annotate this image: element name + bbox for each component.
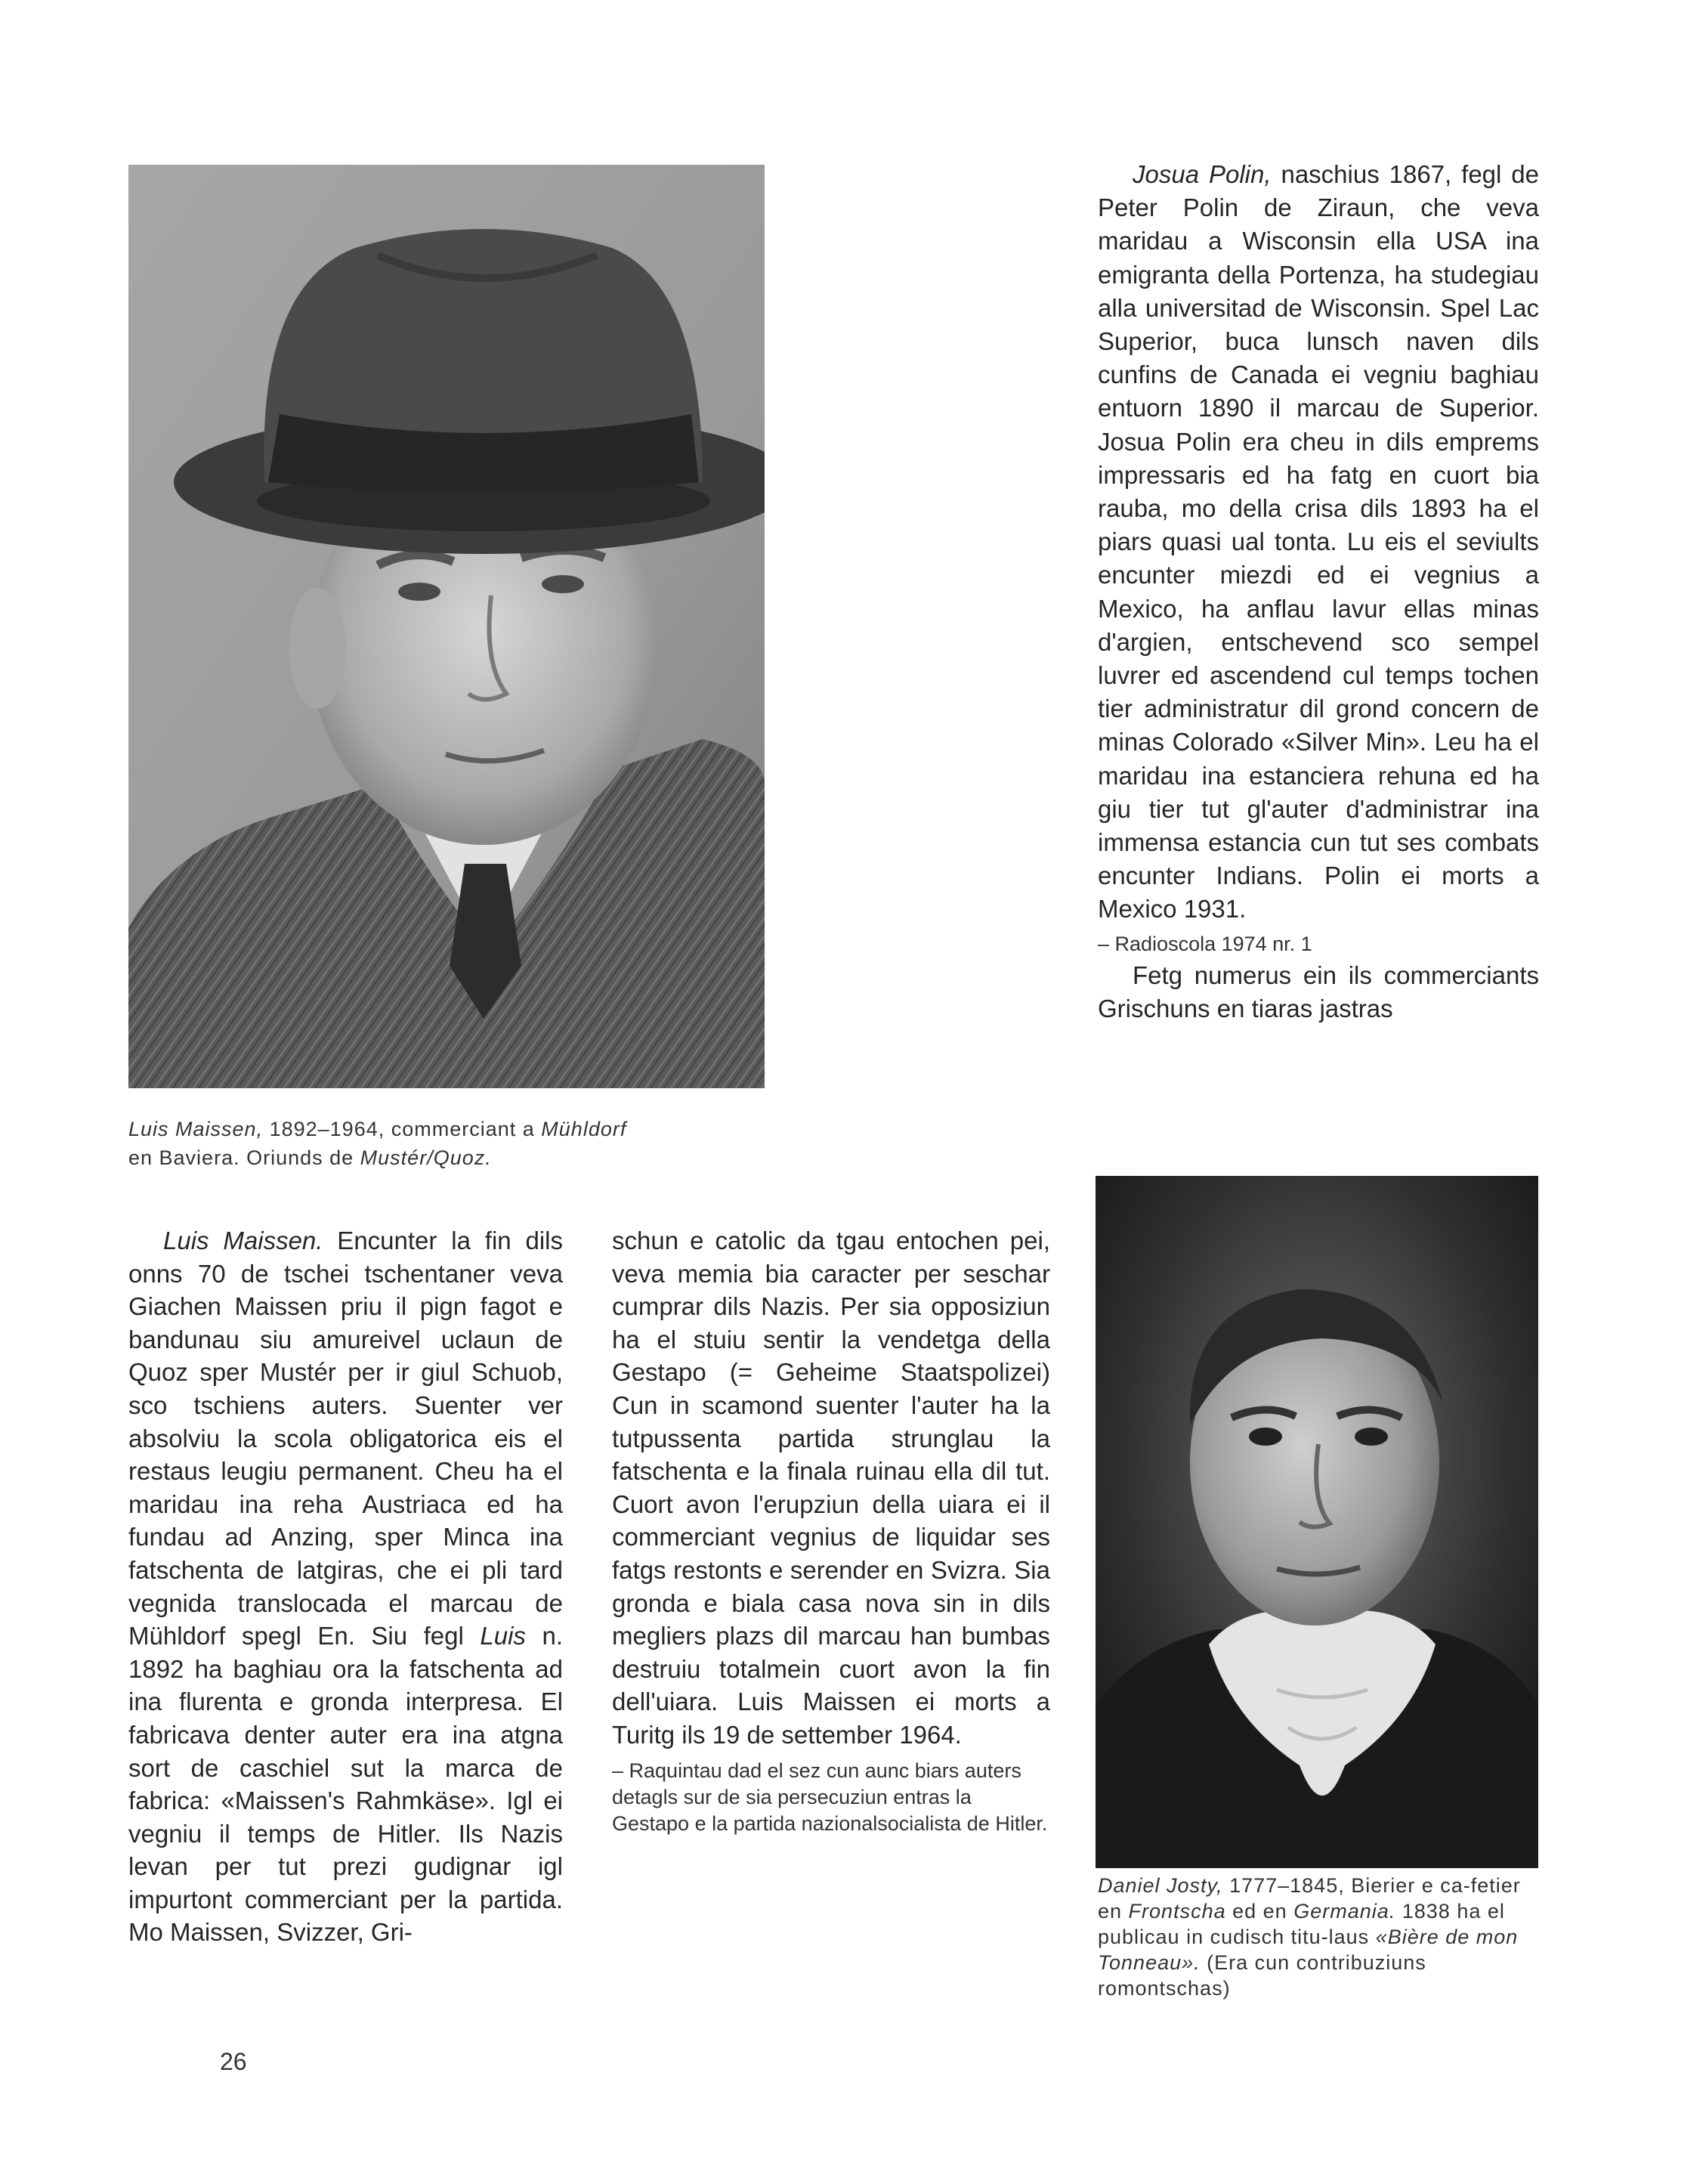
polin-source: – Radioscola 1974 nr. 1 — [1098, 932, 1312, 955]
paragraph-text: Encunter la fin dils onns 70 de tschei tschentaner veva Giachen Maissen priu il pign fagot e bandunau siu amureivel uclaun de Quoz sper Mustér per ir giul Schuob, sco tschiens auters. Suenter ver absolviu la scola obligatorica eis el restaus leugiu permanent. Cheu ha el maridau ina reha Austriaca ed ha fundau ad Anzing, sper Minca ina fatschenta de latgiras, che ei pli tard vegnida translocada el marcau de Mühldorf spegl En. Siu fegl — [128, 1227, 563, 1650]
maissen-article-col1 — [128, 1224, 563, 1949]
caption-name: Luis Maissen, — [128, 1118, 264, 1140]
son-name: Luis — [480, 1622, 526, 1650]
caption-text: (Era cun contribuziuns romontschas) — [1098, 1951, 1426, 2000]
maissen-source-note: – Raquintau dad el sez cun aunc biars auters detagls sur de sia persecuziun entras la Gestapo e la partida nazionalsocialista de Hitler. — [612, 1759, 1048, 1835]
commercianti-paragraph: Fetg numerus ein ils commerciants Grischuns en tiaras jastras — [1098, 961, 1539, 1022]
caption-place: Germania. — [1293, 1900, 1396, 1923]
portrait-luis-maissen — [128, 165, 765, 1088]
maissen-paragraph-continued: schun e catolic da tgau entochen pei, veva memia bia caracter per seschar cumprar dils Nazis. Per sia opposiziun ha el stuiu sentir la vendetga della Gestapo (= Geheime Staatspolizei) Cun in scamond suenter l'auter ha la tutpussenta partida strunglau la fatschenta e la finala ruinau ella dil tut. Cuort avon l'erupziun della uiara ei il commerciant vegnius de liquidar ses fatgs restonts e serender en Svizra. Sia gronda e biala casa nova sin in dils megliers plazs dil marcau han bumbas destruiu totalmein cuort avon la fin dell'uiara. Luis Maissen ei morts a Turitg ils 19 de settember 1964. — [612, 1227, 1050, 1749]
page-number: 26 — [220, 2048, 247, 2075]
paragraph-text: naschius 1867, fegl de Peter Polin de Ziraun, che veva maridau a Wisconsin ella USA ina emigranta della Portenza, ha studegiau alla universitad de Wisconsin. Spel Lac Superior, buca lunsch naven dils cunfins de Canada ei vegniu baghiau entuorn 1890 il marcau de Superior. Josua Polin era cheu in dils emprems impressaris ed ha fatg en cuort bia rauba, mo della crisa dils 1893 ha el piars quasi ual tonta. Lu eis el seviults encunter miezdi ed ei vegnius a Mexico, ha anflau lavur ellas minas d'argien, entschevend sco sempel luvrer ed ascendend cul temps tochen tier administratur dil grond concern de minas Colorado «Silver Min». Leu ha el maridau ina estanciera rehuna ed ha giu tier tut gl'auter d'administrar ina immensa estancia cun tut ses combats encunter Indians. Polin ei morts a Mexico 1931. — [1098, 160, 1539, 923]
caption-text: 1892–1964, commerciant a — [263, 1118, 542, 1140]
maissen-article-col2 — [612, 1224, 1050, 1837]
caption-place: Frontscha — [1128, 1900, 1226, 1923]
maissen-paragraph — [128, 1224, 563, 1949]
caption-origin: Mustér/Quoz. — [360, 1146, 492, 1169]
paragraph-text: n. 1892 ha baghiau ora la fatschenta ad ina flurenta e gronda interpresa. El fabricava denter auter era ina atgna sort de caschiel sut la marca de fabrica: «Maissen's Rahmkäse». Igl ei vegniu il temps de Hitler. Ils Nazis levan per tut prezi gudignar igl impurtont commerciant per la partida. Mo Maissen, Svizzer, Gri- — [128, 1622, 563, 1947]
maissen-photo-caption — [128, 1115, 778, 1172]
caption-book-title: «Bière de mon Tonneau». — [1098, 1926, 1519, 1974]
caption-name: Daniel Josty, — [1098, 1874, 1223, 1897]
caption-text: en Baviera. Oriunds de — [128, 1146, 360, 1169]
caption-text: 1777–1845, Bierier e ca-fetier en — [1098, 1874, 1521, 1923]
polin-article — [1098, 158, 1539, 1025]
josty-photo-caption — [1098, 1873, 1544, 2001]
polin-paragraph — [1098, 158, 1539, 926]
caption-place: Mühldorf — [541, 1118, 627, 1140]
lead-name: Luis Maissen. — [163, 1227, 323, 1254]
portrait-daniel-josty — [1096, 1176, 1538, 1868]
caption-text: 1838 ha el publicau in cudisch titu-laus — [1098, 1900, 1505, 1948]
caption-text: ed en — [1225, 1900, 1294, 1923]
lead-name: Josua Polin, — [1133, 160, 1272, 188]
